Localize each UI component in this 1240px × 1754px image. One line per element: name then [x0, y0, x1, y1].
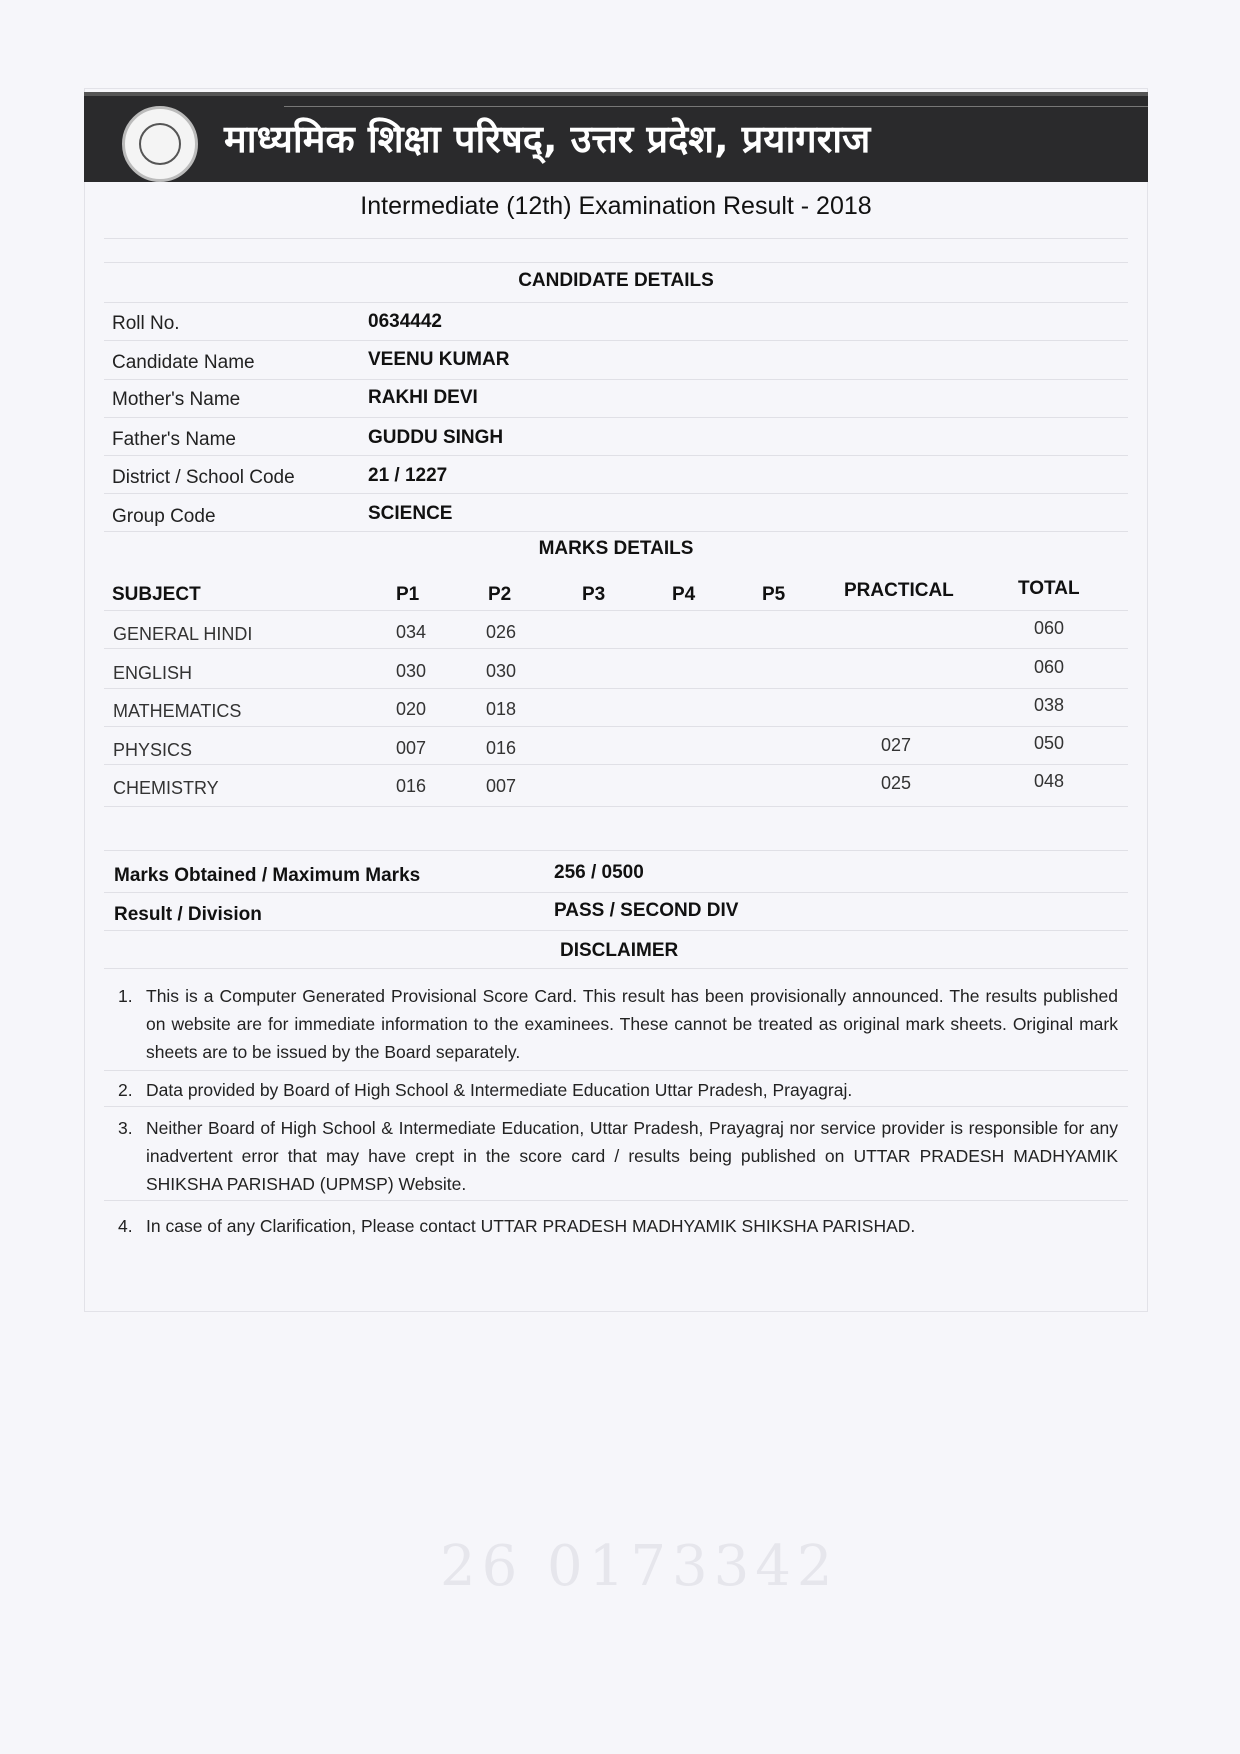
- divider: [104, 648, 1128, 649]
- fathers-name-label: Father's Name: [112, 429, 237, 450]
- col-p3: P3: [582, 584, 606, 605]
- practical-cell: 025: [881, 773, 912, 793]
- p1-cell: 016: [396, 776, 427, 796]
- p2-cell: 016: [486, 738, 517, 758]
- up-govt-emblem-icon: [122, 106, 198, 182]
- group-code-value: SCIENCE: [368, 503, 453, 524]
- col-p4: P4: [672, 584, 696, 605]
- banner-rule: [284, 106, 1148, 107]
- col-p5: P5: [762, 584, 786, 605]
- candidate-details-heading: CANDIDATE DETAILS: [518, 270, 714, 291]
- divider: [104, 764, 1128, 765]
- col-practical: PRACTICAL: [844, 580, 954, 601]
- divider: [104, 455, 1128, 456]
- divider: [104, 850, 1128, 851]
- disclaimer-text: Data provided by Board of High School & Intermediate Education Uttar Pradesh, Prayagraj.: [146, 1080, 853, 1100]
- marks-obtained-label: Marks Obtained / Maximum Marks: [114, 865, 421, 886]
- list-number: 2.: [118, 1080, 133, 1100]
- fathers-name-value: GUDDU SINGH: [368, 427, 504, 448]
- practical-cell: 027: [881, 735, 912, 755]
- divider: [104, 930, 1128, 931]
- subject-cell: ENGLISH: [113, 663, 193, 683]
- total-cell: 060: [1034, 657, 1065, 677]
- p2-cell: 007: [486, 776, 517, 796]
- p1-cell: 034: [396, 622, 427, 642]
- list-item: [118, 1114, 1118, 1198]
- p2-cell: 030: [486, 661, 517, 681]
- col-p2: P2: [488, 584, 512, 605]
- divider: [104, 610, 1128, 611]
- group-code-label: Group Code: [112, 506, 216, 527]
- col-total: TOTAL: [1018, 578, 1080, 599]
- divider: [104, 238, 1128, 239]
- list-item: [118, 982, 1118, 1066]
- disclaimer-text: Neither Board of High School & Intermediate Education, Uttar Pradesh, Prayagraj nor service provider is responsible for any inadvertent error that may have crept in the score card / results being published on UTTAR PRADESH MADHYAMIK SHIKSHA PARISHAD (UPMSP) Website.: [146, 1118, 1118, 1194]
- list-item: [118, 1076, 1118, 1104]
- list-number: 4.: [118, 1216, 133, 1236]
- total-cell: 038: [1034, 695, 1065, 715]
- exam-title: Intermediate (12th) Examination Result - 2018: [360, 192, 872, 220]
- district-school-code-label: District / School Code: [112, 467, 295, 488]
- divider: [104, 1200, 1128, 1201]
- board-banner: [84, 92, 1148, 182]
- total-cell: 048: [1034, 771, 1065, 791]
- subject-cell: CHEMISTRY: [113, 778, 219, 798]
- subject-cell: GENERAL HINDI: [113, 624, 253, 644]
- divider: [104, 806, 1128, 807]
- subject-cell: MATHEMATICS: [113, 701, 242, 721]
- col-subject: SUBJECT: [112, 584, 201, 605]
- p2-cell: 026: [486, 622, 517, 642]
- divider: [104, 968, 1128, 969]
- divider: [104, 1070, 1128, 1071]
- result-division-value: PASS / SECOND DIV: [554, 900, 739, 921]
- list-number: 1.: [118, 986, 133, 1006]
- divider: [104, 726, 1128, 727]
- divider: [104, 302, 1128, 303]
- result-division-label: Result / Division: [114, 904, 262, 925]
- mothers-name-value: RAKHI DEVI: [368, 387, 478, 408]
- disclaimer-heading: DISCLAIMER: [560, 940, 679, 961]
- divider: [104, 340, 1128, 341]
- divider: [104, 493, 1128, 494]
- marks-details-heading: MARKS DETAILS: [538, 538, 694, 559]
- p1-cell: 007: [396, 738, 427, 758]
- roll-no-label: Roll No.: [112, 313, 180, 334]
- list-number: 3.: [118, 1118, 133, 1138]
- p1-cell: 020: [396, 699, 427, 719]
- candidate-name-value: VEENU KUMAR: [368, 349, 510, 370]
- col-p1: P1: [396, 584, 420, 605]
- divider: [104, 1106, 1128, 1107]
- mothers-name-label: Mother's Name: [112, 389, 241, 410]
- board-name-hindi: माध्यमिक शिक्षा परिषद्, उत्तर प्रदेश, प्रयागराज: [224, 117, 871, 161]
- district-school-code-value: 21 / 1227: [368, 465, 448, 486]
- total-cell: 060: [1034, 618, 1065, 638]
- handwritten-note: 26 0173342: [440, 1534, 839, 1599]
- emblem-inner-ring: [139, 123, 181, 165]
- divider: [104, 379, 1128, 380]
- marks-obtained-value: 256 / 0500: [554, 862, 644, 883]
- divider: [104, 892, 1128, 893]
- divider: [104, 531, 1128, 532]
- roll-no-value: 0634442: [368, 311, 442, 332]
- disclaimer-text: This is a Computer Generated Provisional Score Card. This result has been provisionally announced. The results published on website are for immediate information to the examinees. These cannot be treated as original mark sheets. Original mark sheets are to be issued by the Board separately.: [146, 986, 1118, 1062]
- list-item: [118, 1212, 1118, 1240]
- subject-cell: PHYSICS: [113, 740, 193, 760]
- p2-cell: 018: [486, 699, 517, 719]
- divider: [104, 262, 1128, 263]
- disclaimer-text: In case of any Clarification, Please contact UTTAR PRADESH MADHYAMIK SHIKSHA PARISHAD.: [146, 1216, 916, 1236]
- candidate-name-label: Candidate Name: [112, 352, 255, 373]
- divider: [104, 417, 1128, 418]
- divider: [104, 688, 1128, 689]
- p1-cell: 030: [396, 661, 427, 681]
- total-cell: 050: [1034, 733, 1065, 753]
